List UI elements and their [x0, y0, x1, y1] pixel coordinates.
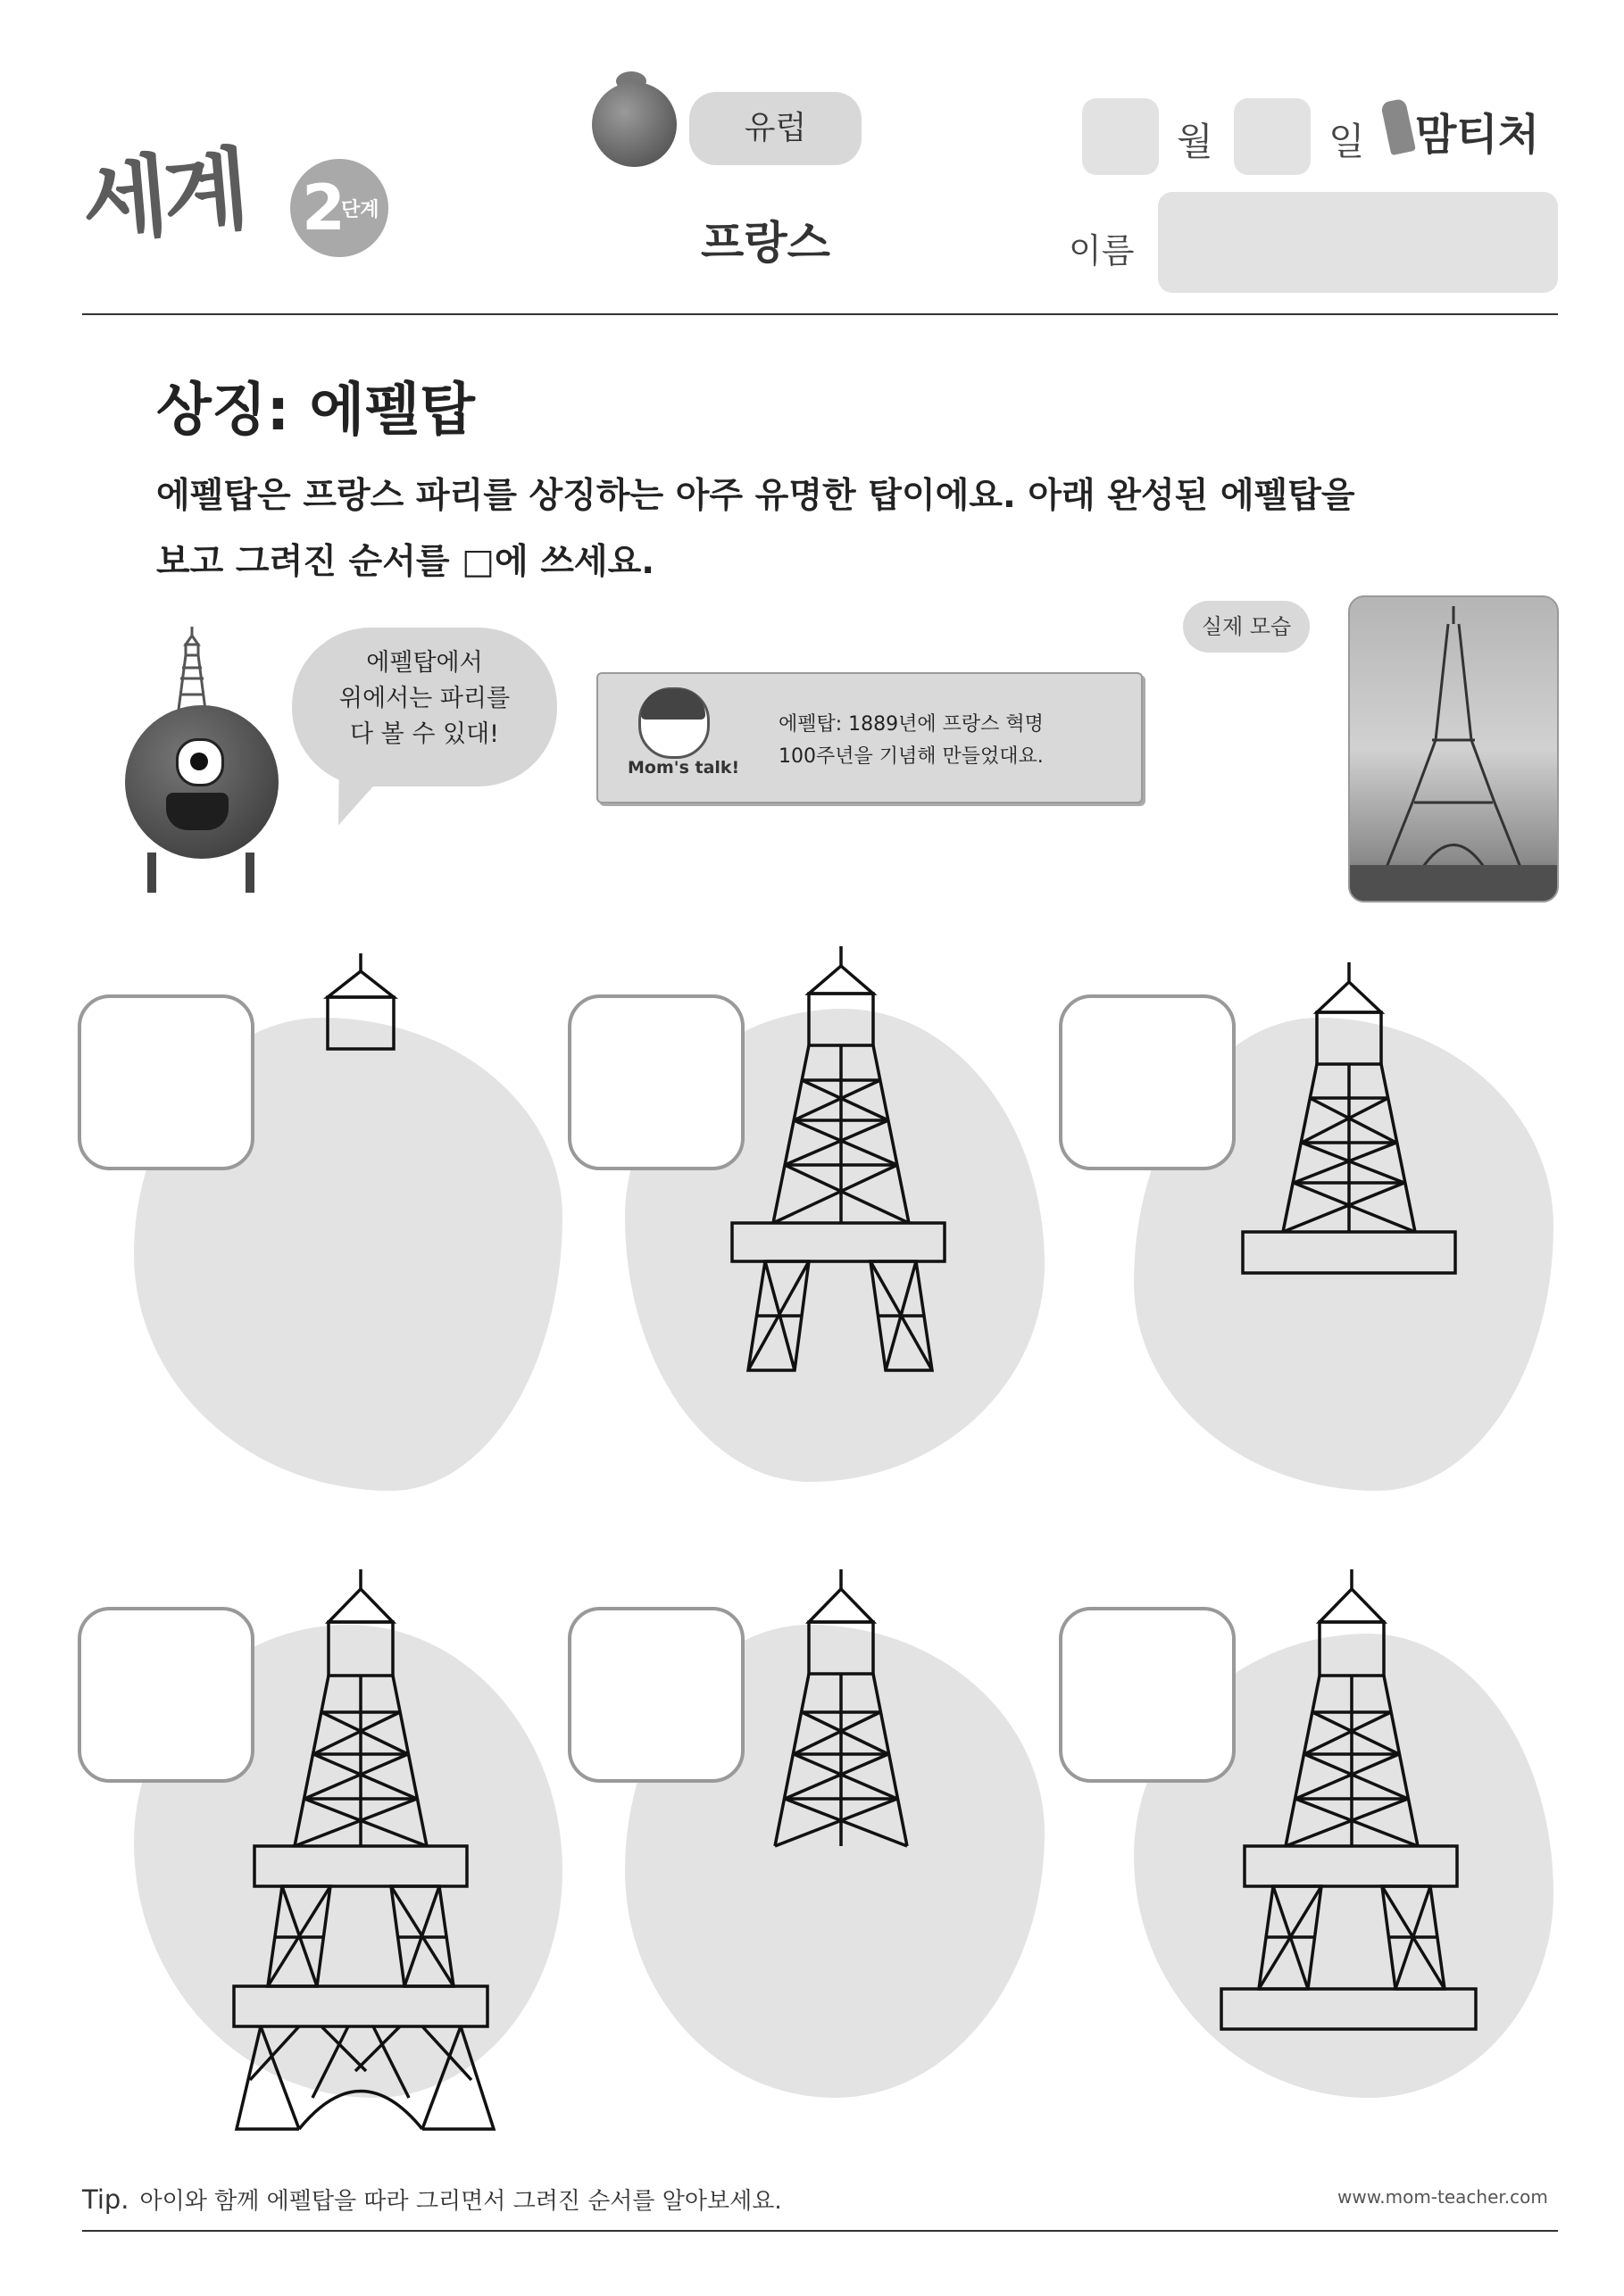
footer-divider — [82, 2230, 1558, 2232]
region-tag: 유럽 — [689, 92, 862, 165]
instruction-line-1: 에펠탑은 프랑스 파리를 상징하는 아주 유명한 탑이에요. 아래 완성된 에펠탑을 — [156, 476, 1355, 516]
tower-drawing-top-two-platforms — [1221, 1569, 1476, 2029]
day-label: 일 — [1328, 120, 1365, 163]
brand-logo: 맘티처 — [1415, 110, 1540, 160]
answer-box-5[interactable] — [568, 1607, 745, 1783]
answer-box-4[interactable] — [78, 1607, 254, 1783]
answer-box-2[interactable] — [568, 994, 745, 1170]
tower-drawing-top-only — [328, 953, 394, 1049]
speech-line-1: 에펠탑에서 — [366, 649, 483, 677]
tower-drawing-top-with-platform — [1243, 962, 1455, 1273]
tower-drawing-complete — [234, 1569, 494, 2129]
speech-line-2: 위에서는 파리를 — [338, 685, 511, 712]
name-label: 이름 — [1069, 231, 1135, 270]
speech-line-3: 다 볼 수 있대! — [350, 720, 499, 748]
tip-text — [82, 2183, 782, 2216]
moms-talk-label: Mom's talk! — [628, 758, 740, 778]
series-logo: 세계 — [78, 137, 248, 255]
website-url[interactable]: www.mom-teacher.com — [1337, 2186, 1548, 2208]
moms-talk-line-1: 에펠탑: 1889년에 프랑스 혁명 — [779, 713, 1044, 736]
answer-box-6[interactable] — [1059, 1607, 1236, 1783]
country-title: 프랑스 — [701, 217, 830, 269]
level-number: 2 — [302, 171, 346, 245]
instruction-line-2: 보고 그려진 순서를 □에 쓰세요. — [156, 542, 655, 582]
tower-drawing-top-and-shaft — [775, 1569, 907, 1846]
page-title: 상징: 에펠탑 — [156, 378, 475, 444]
answer-box-1[interactable] — [78, 994, 254, 1170]
photo-tag: 실제 모습 — [1183, 601, 1310, 653]
tip-body: 아이와 함께 에펠탑을 따라 그리면서 그려진 순서를 알아보세요. — [139, 2188, 782, 2215]
answer-box-3[interactable] — [1059, 994, 1236, 1170]
tower-drawing-top-and-first-level — [732, 946, 945, 1370]
tip-label: Tip. — [82, 2184, 129, 2215]
level-suffix: 단계 — [341, 199, 379, 221]
moms-talk-line-2: 100주년을 기념해 만들었대요. — [779, 745, 1044, 768]
month-label: 월 — [1177, 120, 1213, 163]
